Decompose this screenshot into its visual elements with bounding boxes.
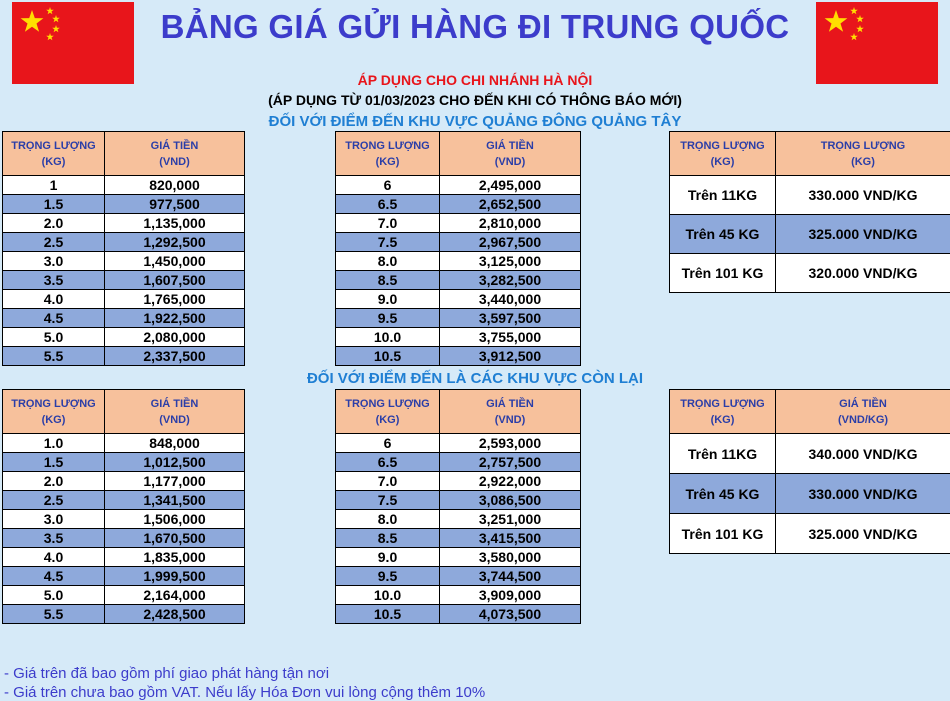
table-row xyxy=(3,586,245,605)
weight-cell: Trên 11KG xyxy=(670,176,776,215)
table-row xyxy=(3,548,245,567)
price-cell: 1,292,500 xyxy=(105,233,245,252)
weight-cell: 5.0 xyxy=(3,586,105,605)
table-row xyxy=(3,491,245,510)
price-cell: 1,670,500 xyxy=(105,529,245,548)
weight-cell: 3.0 xyxy=(3,510,105,529)
price-cell: 977,500 xyxy=(105,195,245,214)
page-title: BẢNG GIÁ GỬI HÀNG ĐI TRUNG QUỐC xyxy=(0,8,950,46)
weight-cell: Trên 45 KG xyxy=(670,215,776,254)
table-row xyxy=(3,434,245,453)
weight-cell: 10.0 xyxy=(336,328,440,347)
price-cell: 2,337,500 xyxy=(105,347,245,366)
price-cell: 1,835,000 xyxy=(105,548,245,567)
price-cell: 330.000 VND/KG xyxy=(776,474,950,514)
weight-cell: 2.5 xyxy=(3,491,105,510)
table-row xyxy=(336,529,581,548)
weight-cell: 4.5 xyxy=(3,567,105,586)
weight-cell: Trên 45 KG xyxy=(670,474,776,514)
weight-cell: 9.5 xyxy=(336,567,440,586)
table-row xyxy=(336,605,581,624)
section1-heading: ĐỐI VỚI ĐIỂM ĐẾN KHU VỰC QUẢNG ĐÔNG QUẢNG TÂY xyxy=(0,113,950,130)
weight-cell: 3.5 xyxy=(3,271,105,290)
table-row xyxy=(336,195,581,214)
price-cell: 2,593,000 xyxy=(440,434,581,453)
weight-cell: 10.5 xyxy=(336,347,440,366)
price-cell: 1,341,500 xyxy=(105,491,245,510)
price-cell: 3,755,000 xyxy=(440,328,581,347)
weight-header: TRỌNG LƯỢNG (KG) xyxy=(670,132,776,176)
table-row xyxy=(336,567,581,586)
weight-cell: 4.0 xyxy=(3,548,105,567)
table-row xyxy=(336,290,581,309)
table-row xyxy=(3,271,245,290)
price-cell: 1,922,500 xyxy=(105,309,245,328)
weight-cell: 2.0 xyxy=(3,472,105,491)
effective-date-subtitle: (ÁP DỤNG TỪ 01/03/2023 CHO ĐẾN KHI CÓ THÔNG BÁO MỚI) xyxy=(0,92,950,108)
weight-cell: 7.0 xyxy=(336,214,440,233)
section2-heading: ĐỐI VỚI ĐIỂM ĐẾN LÀ CÁC KHU VỰC CÒN LẠI xyxy=(0,370,950,387)
weight-cell: 5.5 xyxy=(3,605,105,624)
price-cell: 320.000 VND/KG xyxy=(776,254,950,293)
weight-cell: 4.5 xyxy=(3,309,105,328)
price-cell: 2,652,500 xyxy=(440,195,581,214)
table-row xyxy=(336,214,581,233)
price-cell: 1,765,000 xyxy=(105,290,245,309)
table-row xyxy=(3,510,245,529)
table-row xyxy=(3,453,245,472)
price-cell: 3,282,500 xyxy=(440,271,581,290)
s1-per-kg-table xyxy=(669,131,950,293)
weight-cell: 1.5 xyxy=(3,453,105,472)
table-row xyxy=(670,474,950,514)
price-cell: 3,251,000 xyxy=(440,510,581,529)
weight-header: TRỌNG LƯỢNG (KG) xyxy=(3,132,105,176)
table-row xyxy=(336,271,581,290)
weight-cell: Trên 101 KG xyxy=(670,514,776,554)
price-cell: 340.000 VND/KG xyxy=(776,434,950,474)
weight-header: TRỌNG LƯỢNG (KG) xyxy=(336,132,440,176)
table-row xyxy=(336,347,581,366)
price-cell: 1,012,500 xyxy=(105,453,245,472)
weight-cell: 1.5 xyxy=(3,195,105,214)
price-header: GIÁ TIỀN (VND) xyxy=(440,390,581,434)
s2-price-table-a xyxy=(2,389,245,624)
table-row xyxy=(3,195,245,214)
weight-cell: 7.0 xyxy=(336,472,440,491)
weight-header: TRỌNG LƯỢNG (KG) xyxy=(670,390,776,434)
table-row xyxy=(336,309,581,328)
price-cell: 1,607,500 xyxy=(105,271,245,290)
weight-cell: 6 xyxy=(336,176,440,195)
s2-price-table-b xyxy=(335,389,581,624)
s1-price-table-a xyxy=(2,131,245,366)
table-row xyxy=(336,472,581,491)
price-header: GIÁ TIỀN (VND) xyxy=(105,390,245,434)
price-cell: 1,135,000 xyxy=(105,214,245,233)
price-header: GIÁ TIỀN (VND) xyxy=(440,132,581,176)
table-row xyxy=(3,328,245,347)
price-cell: 2,495,000 xyxy=(440,176,581,195)
price-cell: 3,744,500 xyxy=(440,567,581,586)
table-row xyxy=(3,605,245,624)
note-vat: - Giá trên chưa bao gồm VAT. Nếu lấy Hóa Đơn vui lòng cộng thêm 10% xyxy=(4,684,485,701)
table-row xyxy=(336,491,581,510)
note-delivery: - Giá trên đã bao gồm phí giao phát hàng tận nơi xyxy=(4,665,329,682)
table-row xyxy=(336,453,581,472)
price-cell: 2,080,000 xyxy=(105,328,245,347)
table-row xyxy=(336,233,581,252)
price-cell: 2,922,000 xyxy=(440,472,581,491)
price-cell: 820,000 xyxy=(105,176,245,195)
weight-cell: 7.5 xyxy=(336,233,440,252)
table-row xyxy=(336,434,581,453)
table-row xyxy=(3,347,245,366)
weight-cell: Trên 101 KG xyxy=(670,254,776,293)
s1-price-table-b xyxy=(335,131,581,366)
weight-header: TRỌNG LƯỢNG (KG) xyxy=(3,390,105,434)
weight-cell: 1 xyxy=(3,176,105,195)
weight-cell: 8.5 xyxy=(336,529,440,548)
table-row xyxy=(3,309,245,328)
price-cell: 2,757,500 xyxy=(440,453,581,472)
price-cell: 1,999,500 xyxy=(105,567,245,586)
weight-cell: 9.5 xyxy=(336,309,440,328)
price-cell: 3,415,500 xyxy=(440,529,581,548)
table-row xyxy=(3,472,245,491)
weight-cell: 5.0 xyxy=(3,328,105,347)
weight-cell: 8.0 xyxy=(336,252,440,271)
price-cell: 2,428,500 xyxy=(105,605,245,624)
table-row xyxy=(670,254,950,293)
weight-cell: 8.5 xyxy=(336,271,440,290)
weight-cell: 6.5 xyxy=(336,453,440,472)
table-row xyxy=(3,529,245,548)
table-row xyxy=(3,176,245,195)
table-row xyxy=(3,567,245,586)
price-cell: 4,073,500 xyxy=(440,605,581,624)
weight-cell: 9.0 xyxy=(336,290,440,309)
rate-header: GIÁ TIỀN (VND/KG) xyxy=(776,390,950,434)
weight-cell: 10.5 xyxy=(336,605,440,624)
weight-cell: 1.0 xyxy=(3,434,105,453)
weight-cell: 2.0 xyxy=(3,214,105,233)
price-cell: 3,912,500 xyxy=(440,347,581,366)
price-cell: 2,164,000 xyxy=(105,586,245,605)
price-cell: 1,506,000 xyxy=(105,510,245,529)
table-row xyxy=(336,510,581,529)
price-cell: 1,177,000 xyxy=(105,472,245,491)
table-row xyxy=(336,252,581,271)
weight-cell: 4.0 xyxy=(3,290,105,309)
weight-cell: 7.5 xyxy=(336,491,440,510)
s2-per-kg-table xyxy=(669,389,950,554)
weight-cell: 3.5 xyxy=(3,529,105,548)
weight-cell: Trên 11KG xyxy=(670,434,776,474)
price-cell: 3,597,500 xyxy=(440,309,581,328)
weight-cell: 8.0 xyxy=(336,510,440,529)
weight-cell: 5.5 xyxy=(3,347,105,366)
table-row xyxy=(3,252,245,271)
weight-cell: 3.0 xyxy=(3,252,105,271)
table-row xyxy=(336,548,581,567)
table-row xyxy=(3,233,245,252)
weight-cell: 10.0 xyxy=(336,586,440,605)
table-row xyxy=(3,290,245,309)
weight-cell: 9.0 xyxy=(336,548,440,567)
price-cell: 1,450,000 xyxy=(105,252,245,271)
price-cell: 3,909,000 xyxy=(440,586,581,605)
table-row xyxy=(336,328,581,347)
table-row xyxy=(3,214,245,233)
price-cell: 325.000 VND/KG xyxy=(776,215,950,254)
weight-cell: 2.5 xyxy=(3,233,105,252)
weight-header: TRỌNG LƯỢNG (KG) xyxy=(336,390,440,434)
price-cell: 2,810,000 xyxy=(440,214,581,233)
price-cell: 3,580,000 xyxy=(440,548,581,567)
price-cell: 3,440,000 xyxy=(440,290,581,309)
table-row xyxy=(336,586,581,605)
table-row xyxy=(670,215,950,254)
table-row xyxy=(670,434,950,474)
price-cell: 848,000 xyxy=(105,434,245,453)
table-row xyxy=(670,176,950,215)
price-header: GIÁ TIỀN (VND) xyxy=(105,132,245,176)
price-cell: 330.000 VND/KG xyxy=(776,176,950,215)
price-cell: 325.000 VND/KG xyxy=(776,514,950,554)
table-row xyxy=(336,176,581,195)
price-cell: 3,086,500 xyxy=(440,491,581,510)
price-cell: 2,967,500 xyxy=(440,233,581,252)
weight-cell: 6.5 xyxy=(336,195,440,214)
weight-cell: 6 xyxy=(336,434,440,453)
table-row xyxy=(670,514,950,554)
price-cell: 3,125,000 xyxy=(440,252,581,271)
branch-subtitle: ÁP DỤNG CHO CHI NHÁNH HÀ NỘI xyxy=(0,72,950,88)
rate-header: TRỌNG LƯỢNG (KG) xyxy=(776,132,950,176)
